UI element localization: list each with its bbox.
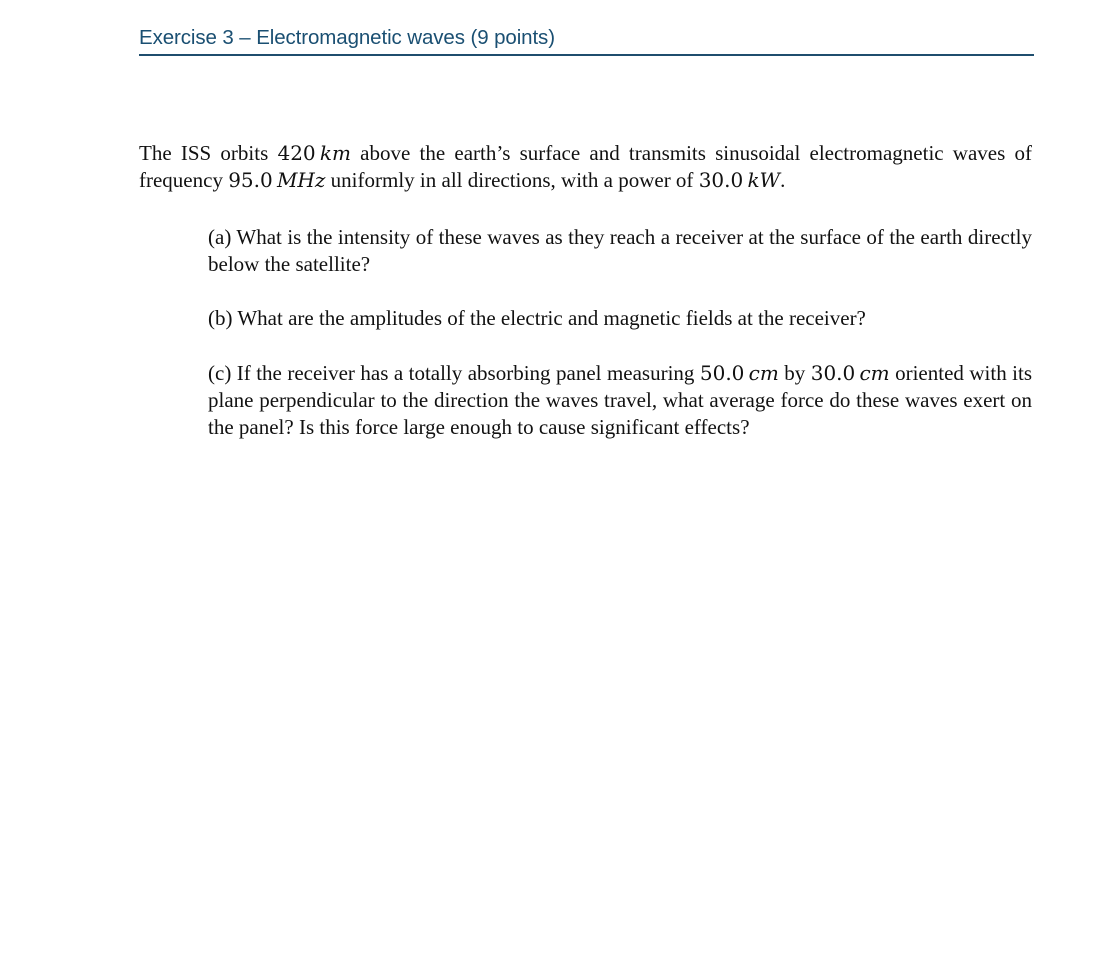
- altitude-unit: km: [319, 141, 351, 165]
- power-unit: kW: [747, 168, 781, 192]
- intro-text-2: above the earth’s surface and transmits sinusoidal electromagnetic waves of frequency: [139, 141, 1032, 192]
- question-c-text-1: (c) If the receiver has a totally absorbing panel measuring: [208, 361, 700, 385]
- exercise-title: Exercise 3 – Electromagnetic waves (9 points): [139, 26, 555, 49]
- power-value: 30.0: [698, 168, 744, 192]
- intro-text-1: The ISS orbits: [139, 141, 278, 165]
- frequency-unit: MHz: [276, 168, 326, 192]
- question-b: (b) What are the amplitudes of the electric and magnetic fields at the receiver?: [208, 306, 866, 330]
- panel-width-value: 50.0: [699, 361, 745, 385]
- altitude-value: 420: [277, 141, 316, 165]
- question-c-text-3: oriented with its plane perpendicular to the direction the waves travel, what average force do these waves exert on the panel? Is this force large enough to cause significant effects?: [208, 361, 1032, 439]
- intro-text-4: .: [780, 168, 786, 192]
- intro-text-3: uniformly in all directions, with a power of: [325, 168, 699, 192]
- panel-height-unit: cm: [859, 361, 890, 385]
- exercise-heading: [139, 24, 1034, 56]
- panel-height-value: 30.0: [810, 361, 856, 385]
- frequency-value: 95.0: [228, 168, 273, 192]
- panel-width-unit: cm: [748, 361, 779, 385]
- question-c-text-2: by: [778, 361, 811, 385]
- question-a: (a) What is the intensity of these waves as they reach a receiver at the surface of the earth directly below the satellite?: [208, 225, 1032, 276]
- question-c: [208, 360, 1032, 441]
- problem-statement: [139, 140, 1032, 194]
